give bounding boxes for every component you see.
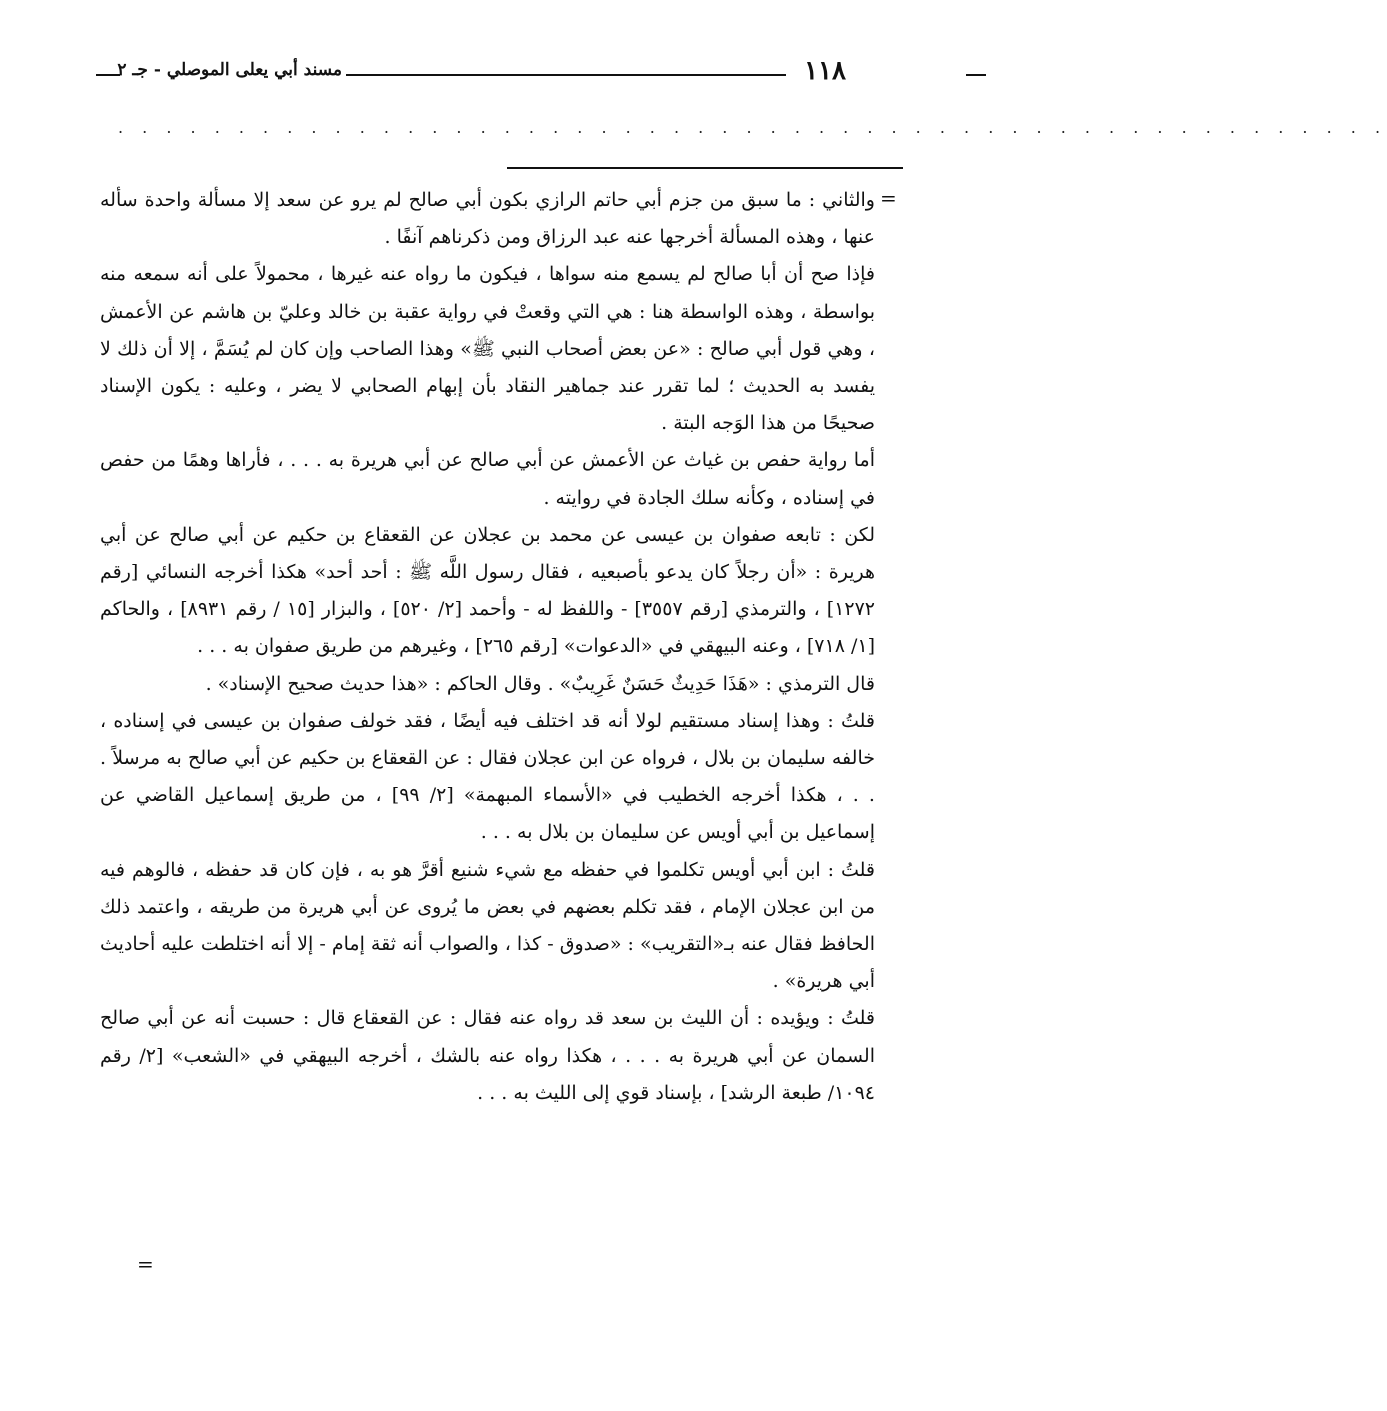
running-title: مسند أبي يعلى الموصلي - جـ ٢ — [117, 60, 342, 80]
paragraph: قال الترمذي : «هَذَا حَدِيثٌ حَسَنٌ غَرِيبٌ» . وقال الحاكم : «هذا حديث صحيح الإسناد» . — [205, 672, 875, 695]
page-number: ١١٨ — [804, 56, 846, 86]
paragraph: فإذا صح أن أبا صالح لم يسمع منه سواها ، فيكون ما رواه عنه غيرها ، محمولاً على أنه سمعه منه بواسطة ، وهذه الواسطة هنا : هي التي وقعتْ في رواية عقبة بن خالد وعليّ بن هاشم عن الأعمش ، وهي قول أبي صالح : «عن بعض أصحاب النبي ﷺ» وهذا الصاحب وإن كان لم يُسَمَّ ، إلا أن ذلك لا يفسد به الحديث ؛ لما تقرر عند جماهير النقاد بأن إبهام الصحابي لا يضر ، وعليه : يكون الإسناد صحيحًا من هذا الوَجه البتة . — [100, 263, 875, 435]
paragraph: قلتُ : ابن أبي أويس تكلموا في حفظه مع شيء شنيع أقرَّ هو به ، فإن كان قد حفظه ، فالوهم فيه من ابن عجلان الإمام ، فقد تكلم بعضهم في بعض ما يُروى عن أبي هريرة من طريقه ، واعتمد ذلك الحافظ فقال عنه بـ«التقريب» : «صدوق - كذا ، والصواب أنه ثقة إمام - إلا أنه اختلطت عليه أحاديث أبي هريرة» . — [100, 858, 875, 993]
paragraph: والثاني : ما سبق من جزم أبي حاتم الرازي بكون أبي صالح لم يرو عن سعد إلا مسألة واحدة سأله عنها ، وهذه المسألة أخرجها عنه عبد الرزاق ومن ذكرناهم آنفًا . — [100, 189, 875, 249]
continuation-mark: = — [880, 186, 897, 210]
paragraph: قلتُ : ويؤيده : أن الليث بن سعد قد رواه عنه فقال : عن القعقاع قال : حسبت أنه عن أبي صالح السمان عن أبي هريرة به . . . ، هكذا رواه عنه بالشك ، أخرجه البيهقي في «الشعب» [٢/ رقم ١٠٩٤/ طبعة الرشد] ، بإسناد قوي إلى الليث به . . . — [100, 1007, 876, 1104]
paragraph: قلتُ : وهذا إسناد مستقيم لولا أنه قد اختلف فيه أيضًا ، فقد خولف صفوان بن عيسى في إسناده ، خالفه سليمان بن بلال ، فرواه عن ابن عجلان فقال : عن القعقاع بن حكيم عن أبي صالح به مرسلاً . . . ، هكذا أخرجه الخطيب في «الأسماء المبهمة» [٢/ ٩٩] ، من طريق إسماعيل القاضي عن إسماعيل بن أبي أويس عن سليمان بن بلال به . . . — [100, 709, 875, 844]
footnote-separator-rule — [507, 167, 903, 169]
end-continuation-mark: = — [137, 1252, 154, 1276]
paragraph: أما رواية حفص بن غياث عن الأعمش عن أبي صالح عن أبي هريرة به . . . ، فأراها وهمًا من حفص في إسناده ، وكأنه سلك الجادة في روايته . — [100, 449, 875, 509]
header-rule-middle — [346, 74, 786, 76]
footnote-body — [100, 182, 875, 1112]
paragraph: لكن : تابعه صفوان بن عيسى عن محمد بن عجلان عن القعقاع بن حكيم عن أبي صالح عن أبي هريرة : «أن رجلاً كان يدعو بأصبعيه ، فقال رسول اللَّه ﷺ : أحد أحد» هكذا أخرجه النسائي [رقم ١٢٧٢] ، والترمذي [رقم ٣٥٥٧] - واللفظ له - وأحمد [٢/ ٥٢٠] ، والبزار [١٥ / رقم ٨٩٣١] ، والحاكم [١/ ٧١٨] ، وعنه البيهقي في «الدعوات» [رقم ٢٦٥] ، وغيرهم من طريق صفوان به . . . — [100, 523, 875, 658]
separator-dots: . . . . . . . . . . . . . . . . . . . . . . . . . . . . . . . . . . . . . . . . . . . . . . . . . . . . . — [118, 118, 1387, 137]
page-header — [96, 56, 906, 90]
header-rule-right — [966, 74, 986, 76]
